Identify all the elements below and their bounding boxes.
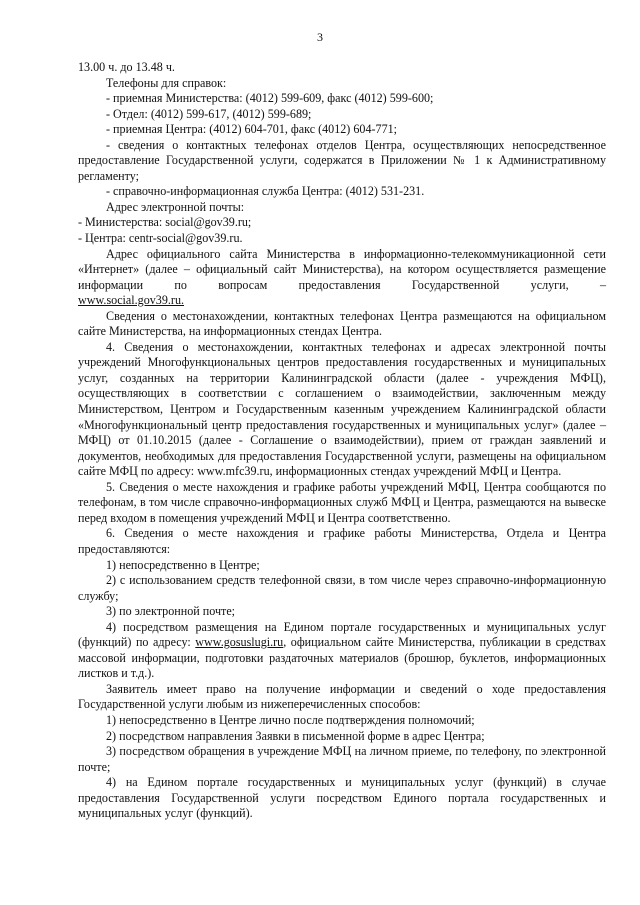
paragraph: 4. Сведения о местонахождении, контактных телефонах и адресах электронной почты учреждений Многофункциональных центров предоставления государственных и муниципальных услуг, созданных на территории Калининградской области (далее - учреждения МФЦ), осуществляющих в соответствии с соглашением о взаимодействии, заключенным между Министерством, Центром и Государственным казенным учреждением Калининградской области «Многофункциональный центр предоставления государственных и муниципальных услуг» (далее – МФЦ) от 01.10.2015 (далее - Соглашение о взаимодействии), прием от граждан заявлений и документов, необходимых для предоставления Государственной услуги, размещены на официальном сайте МФЦ по адресу: www.mfc39.ru, информационных стендах учреждений МФЦ и Центра. bbox=[78, 339, 606, 479]
paragraph: - Министерства: social@gov39.ru; bbox=[78, 215, 252, 230]
paragraph-text: 4) посредством размещения на Едином портале государственных и муниципальных услуг (функций) по адресу: bbox=[78, 619, 606, 650]
paragraph: 1) непосредственно в Центре лично после подтверждения полномочий; bbox=[106, 712, 475, 727]
paragraph: - Отдел: (4012) 599-617, (4012) 599-689; bbox=[106, 106, 312, 121]
paragraph: - сведения о контактных телефонах отделов Центра, осуществляющих непосредственное предоставление Государственной услуги, содержатся в Приложении № 1 к Административному регламенту; bbox=[78, 137, 606, 183]
paragraph: - справочно-информационная служба Центра: (4012) 531-231. bbox=[106, 184, 425, 199]
paragraph: 13.00 ч. до 13.48 ч. bbox=[78, 60, 175, 74]
paragraph: 6. Сведения о месте нахождения и графике работы Министерства, Отдела и Центра предоставляются: bbox=[78, 526, 606, 556]
paragraph: Адрес электронной почты: bbox=[106, 199, 245, 214]
paragraph-text: , официальном сайте Министерства, публикации в средствах массовой информации, подготовки раздаточных материалов (брошюр, буклетов, информационных листков и т.д.). bbox=[78, 635, 606, 681]
paragraph bbox=[78, 620, 606, 682]
paragraph: Сведения о местонахождении, контактных телефонах Центра размещаются на официальном сайте Министерства, на информационных стендах Центра. bbox=[78, 308, 606, 339]
document-body bbox=[78, 60, 606, 822]
page-number: 3 bbox=[317, 30, 323, 44]
paragraph: Телефоны для справок: bbox=[106, 75, 227, 90]
website-link[interactable]: www.social.gov39.ru. bbox=[78, 293, 185, 308]
paragraph: - Центра: centr-social@gov39.ru. bbox=[78, 231, 243, 246]
paragraph: - приемная Центра: (4012) 604-701, факс (4012) 604-771; bbox=[106, 122, 398, 137]
paragraph: 3) посредством обращения в учреждение МФЦ на личном приеме, по телефону, по электронной почте; bbox=[78, 744, 606, 774]
paragraph: 1) непосредственно в Центре; bbox=[106, 557, 260, 572]
gosuslugi-link[interactable]: www.gosuslugi.ru bbox=[195, 635, 284, 650]
paragraph: 3) по электронной почте; bbox=[106, 604, 236, 619]
paragraph: 5. Сведения о месте нахождения и графике работы учреждений МФЦ, Центра сообщаются по телефонам, в том числе справочно-информационных служб МФЦ и Центра, размещаются на вывеске перед входом в помещения учреждений МФЦ и Центра соответственно. bbox=[78, 479, 606, 525]
paragraph: 4) на Едином портале государственных и муниципальных услуг (функций) в случае предоставления Государственной услуги посредством Единого портала государственных и муниципальных услуг (функций). bbox=[78, 775, 606, 821]
paragraph: - приемная Министерства: (4012) 599-609, факс (4012) 599-600; bbox=[106, 91, 434, 106]
paragraph: 2) с использованием средств телефонной связи, в том числе через справочно-информационную службу; bbox=[78, 573, 606, 603]
paragraph: Адрес официального сайта Министерства в информационно-телекоммуникационной сети «Интернет» (далее – официальный сайт Министерства), на котором осуществляется размещение информации по вопросам предоставления Государственной услуги, – bbox=[78, 246, 606, 292]
paragraph: 2) посредством направления Заявки в письменной форме в адрес Центра; bbox=[106, 728, 485, 743]
paragraph: Заявитель имеет право на получение информации и сведений о ходе предоставления Государственной услуги любым из нижеперечисленных способов: bbox=[78, 681, 606, 712]
